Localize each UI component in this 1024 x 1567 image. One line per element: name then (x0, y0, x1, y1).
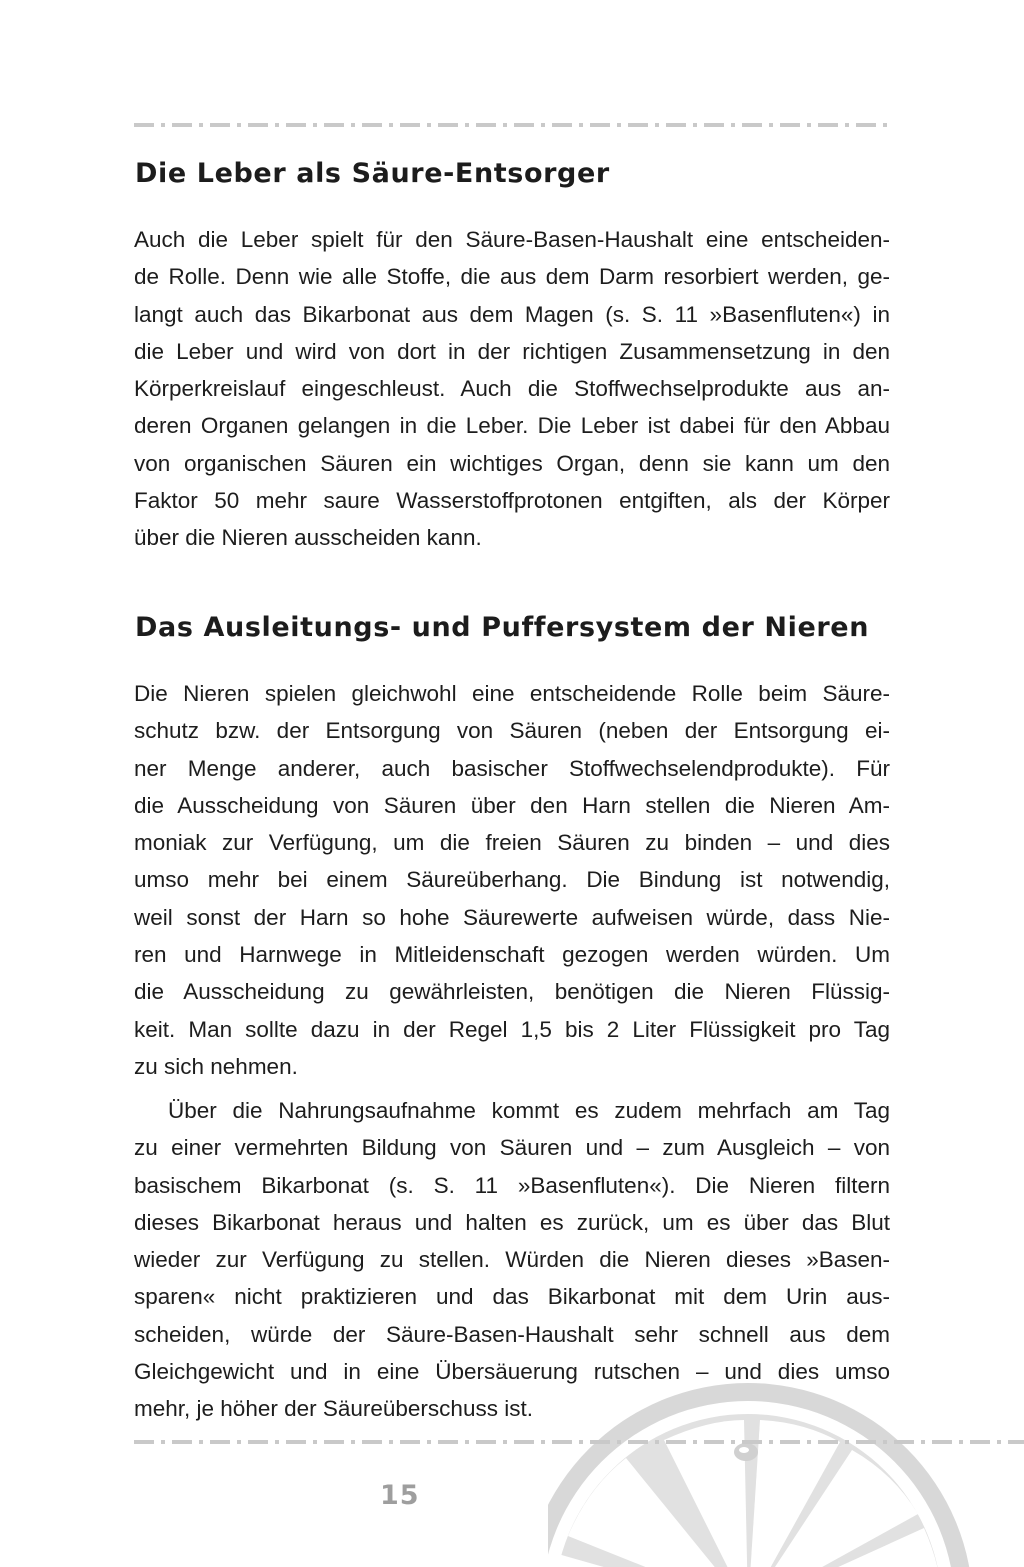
text-line: de Rolle. Denn wie alle Stoffe, die aus dem Darm resorbiert werden, ge- (134, 264, 890, 290)
page-number: 15 (380, 1480, 420, 1511)
text-line: Faktor 50 mehr saure Wasserstoffprotonen entgiften, als der Körper (134, 488, 890, 514)
text-line: umso mehr bei einem Säureüberhang. Die Bindung ist notwendig, (134, 867, 890, 893)
text-line: ren und Harnwege in Mitleidenschaft gezogen werden würden. Um (134, 942, 890, 968)
text-line: Auch die Leber spielt für den Säure-Basen-Haushalt eine entscheiden- (134, 227, 890, 252)
text-line: schutz bzw. der Entsorgung von Säuren (neben der Entsorgung ei- (134, 718, 890, 744)
text-line: Die Nieren spielen gleichwohl eine entscheidende Rolle beim Säure- (134, 681, 890, 706)
text-line: keit. Man sollte dazu in der Regel 1,5 bis 2 Liter Flüssigkeit pro Tag (134, 1016, 890, 1042)
text-line: Körperkreislauf eingeschleust. Auch die Stoffwechselprodukte aus an- (134, 376, 890, 402)
text-line: scheiden, würde der Säure-Basen-Haushalt sehr schnell aus dem (134, 1321, 890, 1347)
text-line: langt auch das Bikarbonat aus dem Magen (s. S. 11 »Basenfluten«) in (134, 301, 890, 327)
bottom-divider (134, 1440, 1024, 1444)
text-line: die Ausscheidung zu gewährleisten, benötigen die Nieren Flüssig- (134, 979, 890, 1005)
text-line: weil sonst der Harn so hohe Säurewerte aufweisen würde, dass Nie- (134, 904, 890, 930)
text-line: zu einer vermehrten Bildung von Säuren und – zum Ausgleich – von (134, 1135, 890, 1161)
text-line: basischem Bikarbonat (s. S. 11 »Basenfluten«). Die Nieren filtern (134, 1172, 890, 1198)
text-line: zu sich nehmen. (134, 1053, 298, 1079)
text-line: Über die Nahrungsaufnahme kommt es zudem mehrfach am Tag (168, 1098, 890, 1123)
top-divider (134, 123, 890, 127)
paragraph-kidneys-1 (134, 675, 890, 1085)
section-heading-kidneys: Das Ausleitungs- und Puffersystem der Nieren (135, 612, 870, 643)
text-line: mehr, je höher der Säureüberschuss ist. (134, 1396, 533, 1422)
text-line: die Ausscheidung von Säuren über den Harn stellen die Nieren Am- (134, 792, 890, 818)
text-line: über die Nieren ausscheiden kann. (134, 525, 482, 551)
paragraph-liver (134, 221, 890, 557)
text-line: ner Menge anderer, auch basischer Stoffwechselendprodukte). Für (134, 755, 890, 781)
text-line: dieses Bikarbonat heraus und halten es zurück, um es über das Blut (134, 1209, 890, 1235)
text-line: wieder zur Verfügung zu stellen. Würden die Nieren dieses »Basen- (134, 1247, 890, 1273)
text-line: sparen« nicht praktizieren und das Bikarbonat mit dem Urin aus- (134, 1284, 890, 1310)
text-line: die Leber und wird von dort in der richtigen Zusammensetzung in den (134, 338, 890, 364)
section-heading-liver: Die Leber als Säure-Entsorger (135, 158, 610, 189)
text-line: moniak zur Verfügung, um die freien Säuren zu binden – und dies (134, 830, 890, 856)
text-line: von organischen Säuren ein wichtiges Organ, denn sie kann um den (134, 450, 890, 476)
text-line: deren Organen gelangen in die Leber. Die Leber ist dabei für den Abbau (134, 413, 890, 439)
text-line: Gleichgewicht und in eine Übersäuerung rutschen – und dies umso (134, 1359, 890, 1385)
citrus-slice-icon (548, 1358, 1024, 1567)
